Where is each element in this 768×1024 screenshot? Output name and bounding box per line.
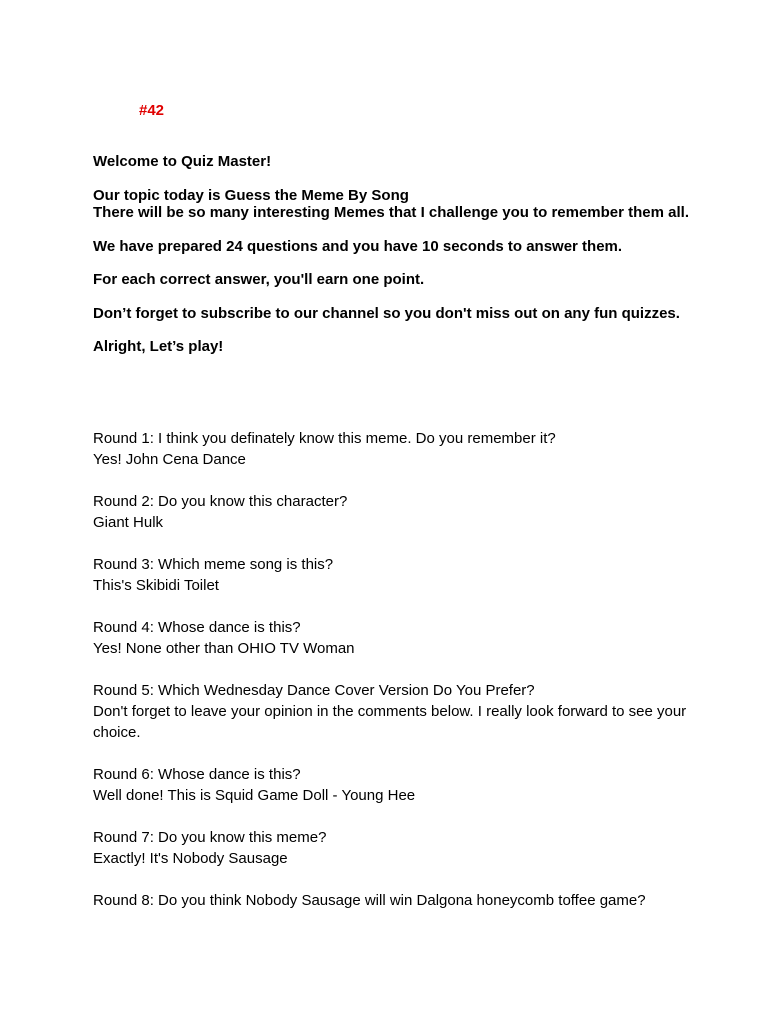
questions-count-text: We have prepared 24 questions and you have 10 seconds to answer them. xyxy=(93,237,623,255)
challenge-text: There will be so many interesting Memes that I challenge you to remember them all. xyxy=(93,204,689,221)
round-question: Round 8: Do you think Nobody Sausage will win Dalgona honeycomb toffee game? xyxy=(93,892,646,909)
topic-text: Our topic today is Guess the Meme By Song xyxy=(93,186,409,204)
round-answer: Giant Hulk xyxy=(93,514,164,531)
round-question: Round 1: I think you definately know this meme. Do you remember it? xyxy=(93,430,556,447)
lets-play-text: Alright, Let’s play! xyxy=(93,338,224,355)
round-answer: Don't forget to leave your opinion in the comments below. I really look forward to see your choice. xyxy=(93,703,687,741)
round-answer: Exactly! It's Nobody Sausage xyxy=(93,850,288,867)
round-answer: This's Skibidi Toilet xyxy=(93,577,219,594)
round-question: Round 3: Which meme song is this? xyxy=(93,556,334,573)
document-number: #42 xyxy=(139,102,165,119)
intro-section xyxy=(93,153,693,356)
welcome-text: Welcome to Quiz Master! xyxy=(93,153,272,170)
subscribe-text: Don’t forget to subscribe to our channel so you don't miss out on any fun quizzes. xyxy=(93,304,680,322)
round-question: Round 6: Whose dance is this? xyxy=(93,766,301,783)
round-question: Round 5: Which Wednesday Dance Cover Version Do You Prefer? xyxy=(93,682,535,699)
round-item xyxy=(93,617,693,659)
round-answer: Yes! John Cena Dance xyxy=(93,451,246,468)
round-item xyxy=(93,890,693,911)
rounds-list xyxy=(93,428,693,932)
round-question: Round 2: Do you know this character? xyxy=(93,493,348,510)
round-item xyxy=(93,554,693,596)
points-text: For each correct answer, you'll earn one point. xyxy=(93,271,425,288)
round-item xyxy=(93,491,693,533)
round-answer: Well done! This is Squid Game Doll - Young Hee xyxy=(93,787,416,804)
round-answer: Yes! None other than OHIO TV Woman xyxy=(93,640,355,657)
round-question: Round 4: Whose dance is this? xyxy=(93,619,301,636)
round-item xyxy=(93,764,693,806)
round-item xyxy=(93,428,693,470)
round-item xyxy=(93,827,693,869)
round-item xyxy=(93,680,693,743)
round-question: Round 7: Do you know this meme? xyxy=(93,829,327,846)
